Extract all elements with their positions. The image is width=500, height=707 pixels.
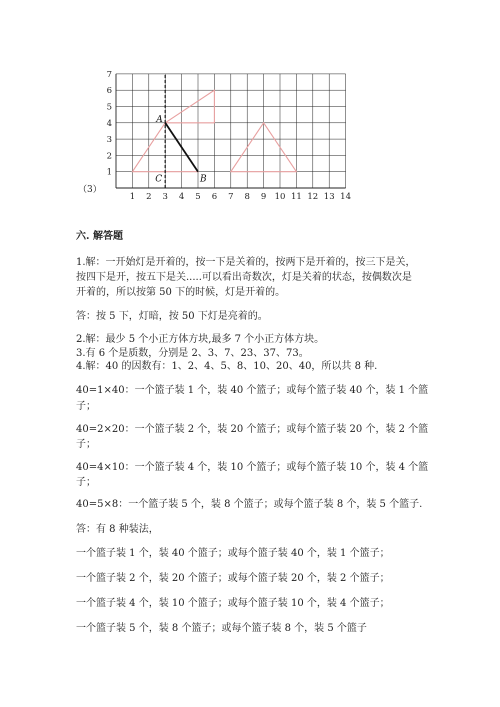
x-tick-label: 3 bbox=[162, 192, 168, 202]
x-tick-label: 1 bbox=[129, 192, 136, 202]
answer-line-9: 子； bbox=[76, 401, 96, 412]
answer-line-13: 子； bbox=[76, 477, 96, 488]
point-label-c: C bbox=[155, 174, 163, 185]
coordinate-grid-figure bbox=[76, 60, 376, 210]
answer-line-19: 一个篮子装 5 个，装 8 个篮子；或每个篮子装 8 个，装 5 个篮子 bbox=[76, 623, 367, 634]
y-tick-label: 7 bbox=[106, 69, 112, 80]
point-label-a: A bbox=[156, 114, 163, 125]
x-tick-label: 12 bbox=[307, 192, 319, 202]
x-tick-label: 8 bbox=[244, 192, 250, 202]
answer-line-5: 2.解：最少 5 个小正方体方块,最多 7 个小正方体方块。 bbox=[76, 334, 325, 345]
y-tick-label: 6 bbox=[106, 86, 112, 97]
point-label-b: B bbox=[200, 174, 207, 185]
answer-line-11: 子； bbox=[76, 439, 96, 450]
answer-line-15: 答：有 8 种装法， bbox=[76, 524, 159, 535]
answer-line-1: 1.解：一开始灯是开着的，按一下是关着的，按两下是开着的，按三下是关， bbox=[76, 257, 416, 268]
x-tick-label: 7 bbox=[228, 192, 234, 202]
x-tick-label: 13 bbox=[323, 192, 335, 202]
answer-line-8: 40=1×40：一个篮子装 1 个，装 40 个篮子；或每个篮子装 40 个，装 1 个篮 bbox=[76, 385, 429, 396]
y-tick-label: 1 bbox=[106, 167, 112, 178]
x-tick-label: 4 bbox=[178, 192, 185, 202]
answer-line-2: 按四下是开，按五下是关.....可以看出奇数次，灯是关着的状态，按偶数次是 bbox=[76, 272, 412, 283]
y-tick-label: 3 bbox=[106, 135, 112, 146]
y-tick-label: 4 bbox=[106, 118, 112, 129]
answer-line-16: 一个篮子装 1 个，装 40 个篮子；或每个篮子装 40 个，装 1 个篮子； bbox=[76, 548, 390, 559]
section-title: 六. 解答题 bbox=[76, 231, 123, 242]
y-tick-label: 2 bbox=[106, 151, 112, 162]
answer-line-17: 一个篮子装 2 个，装 20 个篮子；或每个篮子装 20 个，装 2 个篮子； bbox=[76, 573, 390, 584]
x-tick-label: 2 bbox=[146, 192, 152, 202]
x-tick-label: 10 bbox=[274, 192, 286, 202]
y-tick-label: 5 bbox=[106, 102, 112, 113]
answer-line-4: 答：按 5 下，灯暗，按 50 下灯是亮着的。 bbox=[76, 311, 268, 322]
x-tick-label: 9 bbox=[260, 192, 267, 202]
answer-line-6: 3.有 6 个是质数，分别是 2、3、7、23、37、73。 bbox=[76, 348, 309, 359]
part-label: （3） bbox=[78, 185, 102, 195]
answer-line-14: 40=5×8：一个篮子装 5 个，装 8 个篮子；或每个篮子装 8 个，装 5 个篮子. bbox=[76, 499, 423, 510]
answer-line-12: 40=4×10：一个篮子装 4 个，装 10 个篮子；或每个篮子装 10 个，装 4 个篮 bbox=[76, 462, 429, 473]
x-tick-label: 11 bbox=[290, 192, 302, 202]
x-tick-label: 6 bbox=[211, 192, 218, 202]
answer-line-3: 开着的，所以按第 50 下的时候，灯是开着的。 bbox=[76, 287, 286, 298]
x-tick-label: 5 bbox=[195, 192, 201, 202]
x-tick-label: 14 bbox=[340, 192, 352, 202]
answer-line-18: 一个篮子装 4 个，装 10 个篮子；或每个篮子装 10 个，装 4 个篮子； bbox=[76, 598, 390, 609]
answer-line-10: 40=2×20：一个篮子装 2 个，装 20 个篮子；或每个篮子装 20 个，装 2 个篮 bbox=[76, 424, 429, 435]
answer-line-7: 4.解：40 的因数有：1、2、4、5、8、10、20、40，所以共 8 种. bbox=[76, 361, 378, 372]
